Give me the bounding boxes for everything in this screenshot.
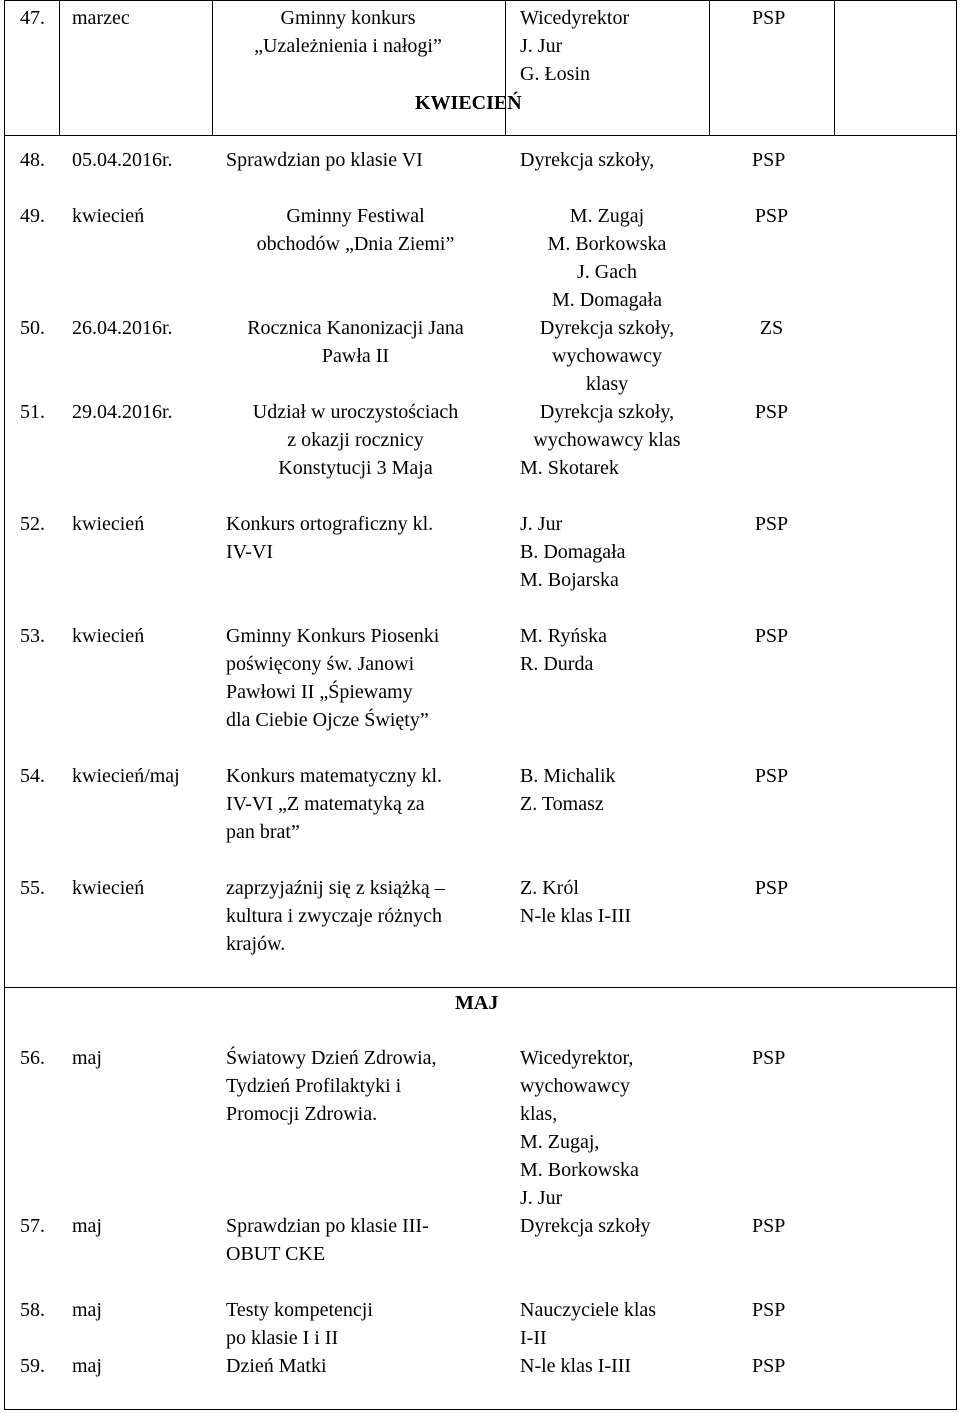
column-divider (709, 0, 710, 135)
row-date: maj (72, 1215, 102, 1237)
row-date: 26.04.2016r. (72, 317, 173, 339)
row-responsible: M. Borkowska (547, 233, 667, 255)
row-responsible: Z. Tomasz (520, 793, 604, 815)
column-divider (834, 0, 835, 135)
row-date: kwiecień (72, 877, 145, 899)
row-code: PSP (754, 625, 789, 647)
row-responsible: Dyrekcja szkoły, (539, 317, 675, 339)
row-divider (4, 135, 957, 136)
row-event: z okazji rocznicy (287, 429, 424, 451)
row-event: pan brat” (226, 821, 300, 843)
row-event: Światowy Dzień Zdrowia, (226, 1047, 437, 1069)
row-responsible: wychowawcy klas (533, 429, 681, 451)
row-event: po klasie I i II (226, 1327, 339, 1349)
row-responsible: M. Skotarek (520, 457, 619, 479)
row-event: Gminny Festiwal (286, 205, 425, 227)
row-date: 05.04.2016r. (72, 149, 173, 171)
row-event: poświęcony św. Janowi (226, 653, 415, 675)
row-code: PSP (754, 513, 789, 535)
row-date: kwiecień (72, 625, 145, 647)
row-event: dla Ciebie Ojcze Święty” (226, 709, 429, 731)
row-event: IV-VI (226, 541, 274, 563)
month-header-kwiecien: KWIECIEŃ (415, 92, 522, 114)
row-responsible: N-le klas I-III (520, 1355, 632, 1377)
row-responsible: M. Borkowska (520, 1159, 639, 1181)
row-event: obchodów „Dnia Ziemi” (256, 233, 455, 255)
row-event: Testy kompetencji (226, 1299, 373, 1321)
row-code: PSP (752, 149, 786, 171)
row-responsible: Dyrekcja szkoły (520, 1215, 651, 1237)
row-event: Dzień Matki (226, 1355, 327, 1377)
row-date: maj (72, 1047, 102, 1069)
row-responsible: N-le klas I-III (520, 905, 632, 927)
row-event: Sprawdzian po klasie III- (226, 1215, 429, 1237)
row-responsible: R. Durda (520, 653, 594, 675)
row-number: 57. (20, 1215, 45, 1237)
row-code: PSP (754, 205, 789, 227)
row-event: Sprawdzian po klasie VI (226, 149, 423, 171)
column-divider (212, 0, 213, 135)
row-responsible: klas, (520, 1103, 558, 1125)
row-event: kultura i zwyczaje różnych (226, 905, 443, 927)
row-number: 51. (20, 401, 45, 423)
row-event: Konkurs matematyczny kl. (226, 765, 443, 787)
row-code: PSP (752, 1047, 786, 1069)
row-event: Pawłowi II „Śpiewamy (226, 681, 413, 703)
row-responsible: M. Domagała (552, 289, 662, 311)
row-code: PSP (752, 1215, 786, 1237)
row-responsible: M. Zugaj (569, 205, 645, 227)
row-event: Tydzień Profilaktyki i (226, 1075, 402, 1097)
row-code: PSP (754, 401, 789, 423)
row-event: Konstytucji 3 Maja (278, 457, 433, 479)
row-responsible: J. Jur (520, 1187, 563, 1209)
row-event: IV-VI „Z matematyką za (226, 793, 425, 815)
row-responsible: J. Gach (577, 261, 637, 283)
row-responsible: G. Łosin (520, 63, 590, 85)
row-date: maj (72, 1299, 102, 1321)
month-header-maj: MAJ (455, 992, 499, 1014)
row-event: krajów. (226, 933, 286, 955)
row-event: zaprzyjaźnij się z książką – (226, 877, 445, 899)
row-event: Gminny Konkurs Piosenki (226, 625, 440, 647)
row-responsible: I-II (520, 1327, 547, 1349)
row-responsible: J. Jur (520, 35, 563, 57)
row-responsible: Wicedyrektor (520, 7, 630, 29)
row-code: PSP (754, 877, 789, 899)
row-number: 55. (20, 877, 45, 899)
row-number: 52. (20, 513, 45, 535)
row-date: kwiecień (72, 513, 145, 535)
row-responsible: Z. Król (520, 877, 579, 899)
row-date: 29.04.2016r. (72, 401, 173, 423)
row-date: kwiecień (72, 205, 145, 227)
row-responsible: B. Domagała (520, 541, 626, 563)
row-code: PSP (752, 1299, 786, 1321)
row-number: 56. (20, 1047, 45, 1069)
row-responsible: klasy (585, 373, 629, 395)
row-responsible: Dyrekcja szkoły, (539, 401, 675, 423)
row-event: Promocji Zdrowia. (226, 1103, 378, 1125)
row-responsible: wychowawcy (520, 1075, 630, 1097)
row-divider (4, 987, 957, 988)
row-code: ZS (759, 317, 784, 339)
row-event: Udział w uroczystościach (252, 401, 459, 423)
row-number: 58. (20, 1299, 45, 1321)
row-code: PSP (754, 765, 789, 787)
row-number: 47. (20, 7, 45, 29)
row-responsible: Dyrekcja szkoły, (520, 149, 655, 171)
row-responsible: B. Michalik (520, 765, 616, 787)
column-divider (59, 0, 60, 135)
row-number: 49. (20, 205, 45, 227)
row-event: OBUT CKE (226, 1243, 326, 1265)
row-code: PSP (752, 7, 786, 29)
row-code: PSP (752, 1355, 786, 1377)
row-number: 48. (20, 149, 45, 171)
row-date: kwiecień/maj (72, 765, 180, 787)
row-responsible: M. Zugaj, (520, 1131, 600, 1153)
row-number: 53. (20, 625, 45, 647)
row-event: Pawła II (321, 345, 390, 367)
row-event: Konkurs ortograficzny kl. (226, 513, 434, 535)
row-responsible: Wicedyrektor, (520, 1047, 634, 1069)
row-responsible: J. Jur (520, 513, 563, 535)
row-number: 54. (20, 765, 45, 787)
row-event: Rocznica Kanonizacji Jana (247, 317, 464, 339)
row-event: Gminny konkurs (280, 7, 416, 29)
row-responsible: wychowawcy (552, 345, 662, 367)
row-event: „Uzależnienia i nałogi” (254, 35, 442, 57)
row-number: 59. (20, 1355, 45, 1377)
row-responsible: M. Bojarska (520, 569, 619, 591)
row-date: marzec (72, 7, 130, 29)
row-responsible: Nauczyciele klas (520, 1299, 657, 1321)
row-number: 50. (20, 317, 45, 339)
row-responsible: M. Ryńska (520, 625, 607, 647)
row-date: maj (72, 1355, 102, 1377)
